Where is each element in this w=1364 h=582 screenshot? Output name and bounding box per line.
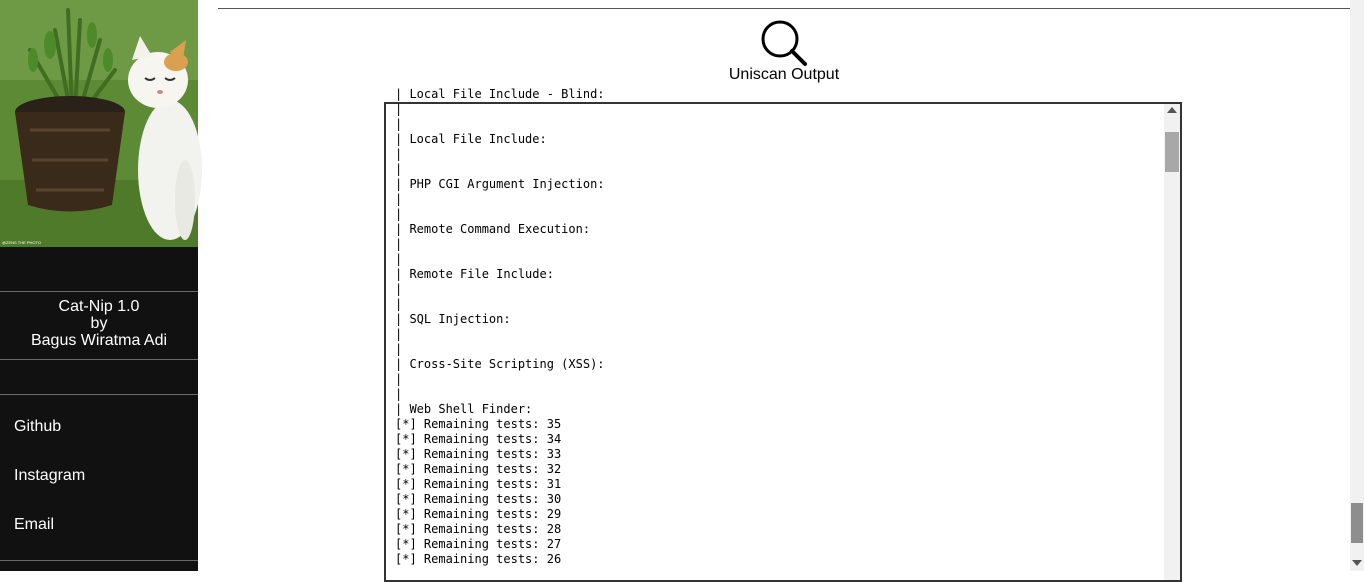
app-name: Cat-Nip 1.0 [58,298,140,315]
output-textarea[interactable] [384,87,1182,582]
output-scrollbar-thumb[interactable] [1165,132,1179,172]
divider [0,560,198,561]
divider [0,394,198,395]
scroll-up-arrow-icon[interactable] [1167,107,1177,113]
magnifier-icon [759,19,809,69]
author-name: Bagus Wiratma Adi [30,332,168,349]
top-divider [218,8,1350,9]
scroll-down-arrow-icon[interactable] [1352,560,1362,566]
nav-link-github[interactable]: Github [14,418,62,435]
sidebar [0,0,198,571]
page-scrollbar[interactable] [1350,0,1364,571]
nav-link-instagram[interactable]: Instagram [14,467,86,484]
photo-caption: @ZENS THE PHOTO [2,240,42,245]
output-scrollbar[interactable] [1164,104,1180,580]
divider [0,291,198,292]
divider [0,359,198,360]
cat-photo [0,0,198,247]
credits [0,298,198,349]
page-scrollbar-thumb[interactable] [1351,503,1363,543]
scan-output-text[interactable]: | Local File Include - Blind: | | | Local File Include: | | | PHP CGI Argument Injection: | | | Remote Command Execution: | | | Remote File Include: | | | SQL Injection: | | | Cross-Site Scripting (XSS): | | | Web Shell Finder: [*] Remaining tests: 35 [*] Remaining tests: 34 [*] Remaining tests: 33 [*] Remaining tests: 32 [*] Remaining tests: 31 [*] Remaining tests: 30 [*] Remaining tests: 29 [*] Remaining tests: 28 [*] Remaining tests: 27 [*] Remaining tests: 26 [395,87,605,566]
cat-photo-illustration [0,0,198,247]
nav-link-email[interactable]: Email [14,516,55,533]
page-title: Uniscan Output [728,66,840,83]
by-label: by [90,315,108,332]
